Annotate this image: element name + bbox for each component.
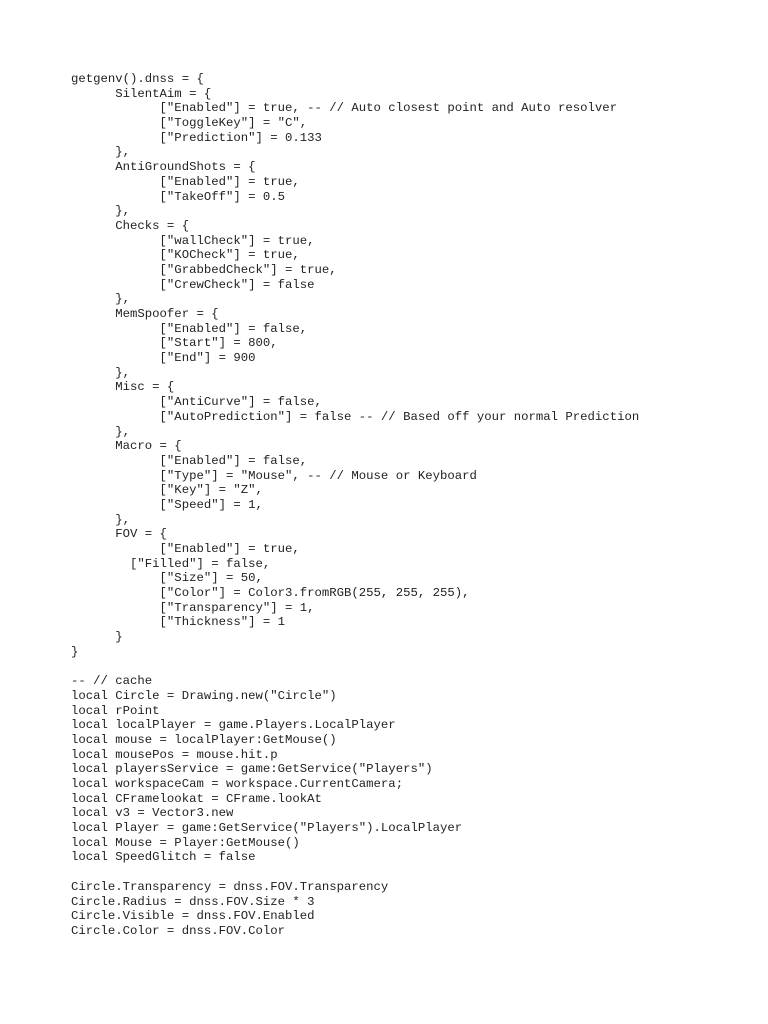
code-line: Circle.Radius = dnss.FOV.Size * 3 xyxy=(71,894,315,909)
code-line: local Circle = Drawing.new("Circle") xyxy=(71,688,337,703)
code-line: } xyxy=(71,630,123,645)
code-line: }, xyxy=(71,204,131,219)
code-line: }, xyxy=(71,424,131,439)
code-line: ["Enabled"] = false, xyxy=(71,453,308,468)
code-line: ["ToggleKey"] = "C", xyxy=(71,116,308,131)
code-line: Macro = { xyxy=(71,439,182,454)
code-line: ["Type"] = "Mouse", -- // Mouse or Keyboard xyxy=(71,468,477,483)
code-line: Circle.Visible = dnss.FOV.Enabled xyxy=(71,909,315,924)
code-line: -- // cache xyxy=(71,674,153,689)
code-line: ["CrewCheck"] = false xyxy=(71,277,315,292)
code-line: local playersService = game:GetService("Players") xyxy=(71,762,433,777)
code-line: ["Enabled"] = true, -- // Auto closest point and Auto resolver xyxy=(71,101,618,116)
code-line: SilentAim = { xyxy=(71,86,212,101)
code-line: ["Speed"] = 1, xyxy=(71,497,263,512)
code-line: local localPlayer = game.Players.LocalPlayer xyxy=(71,718,396,733)
code-line: local SpeedGlitch = false xyxy=(71,850,256,865)
code-line: MemSpoofer = { xyxy=(71,307,219,321)
code-line: local v3 = Vector3.new xyxy=(71,806,234,821)
code-line: ["Enabled"] = true, xyxy=(71,542,300,556)
code-line: Circle.Color = dnss.FOV.Color xyxy=(71,923,286,938)
code-line: Circle.Transparency = dnss.FOV.Transparency xyxy=(71,879,389,894)
code-line: ["Key"] = "Z", xyxy=(71,483,263,498)
code-line: }, xyxy=(71,292,131,307)
code-line: }, xyxy=(71,145,131,160)
code-line xyxy=(71,660,639,675)
code-line: ["AutoPrediction"] = false -- // Based off your normal Prediction xyxy=(71,409,640,424)
code-line: ["Color"] = Color3.fromRGB(255, 255, 255), xyxy=(71,586,470,601)
code-line: local mousePos = mouse.hit.p xyxy=(71,747,278,762)
code-line: local mouse = localPlayer:GetMouse() xyxy=(71,732,337,747)
code-line: }, xyxy=(71,512,131,527)
code-line: ["Transparency"] = 1, xyxy=(71,600,315,615)
code-line: local Mouse = Player:GetMouse() xyxy=(71,835,300,850)
code-line: ["GrabbedCheck"] = true, xyxy=(71,262,337,277)
code-line: ["wallCheck"] = true, xyxy=(71,233,315,248)
code-line: ["Prediction"] = 0.133 xyxy=(71,130,322,145)
code-line: local workspaceCam = workspace.CurrentCamera; xyxy=(71,777,404,791)
code-line: } xyxy=(71,644,79,659)
code-line: ["KOCheck"] = true, xyxy=(71,248,300,263)
code-line: local rPoint xyxy=(71,703,160,718)
code-line: AntiGroundShots = { xyxy=(71,160,256,175)
code-line: ["End"] = 900 xyxy=(71,351,256,366)
code-line: FOV = { xyxy=(71,527,167,542)
code-line: local CFramelookat = CFrame.lookAt xyxy=(71,791,322,806)
code-line: ["Enabled"] = true, xyxy=(71,174,300,189)
code-line: ["Enabled"] = false, xyxy=(71,321,308,336)
code-line: ["Size"] = 50, xyxy=(71,571,263,586)
code-line: ["AntiCurve"] = false, xyxy=(71,395,322,410)
code-block xyxy=(71,72,639,939)
code-line: }, xyxy=(71,365,131,380)
code-line: Misc = { xyxy=(71,380,175,395)
code-line xyxy=(71,865,639,880)
code-line: ["TakeOff"] = 0.5 xyxy=(71,189,286,204)
code-line: ["Start"] = 800, xyxy=(71,336,278,351)
code-line: Checks = { xyxy=(71,218,190,233)
code-line: local Player = game:GetService("Players").LocalPlayer xyxy=(71,821,463,836)
code-line: ["Filled"] = false, xyxy=(71,556,271,571)
code-line: getgenv().dnss = { xyxy=(71,72,204,86)
code-line: ["Thickness"] = 1 xyxy=(71,615,286,630)
